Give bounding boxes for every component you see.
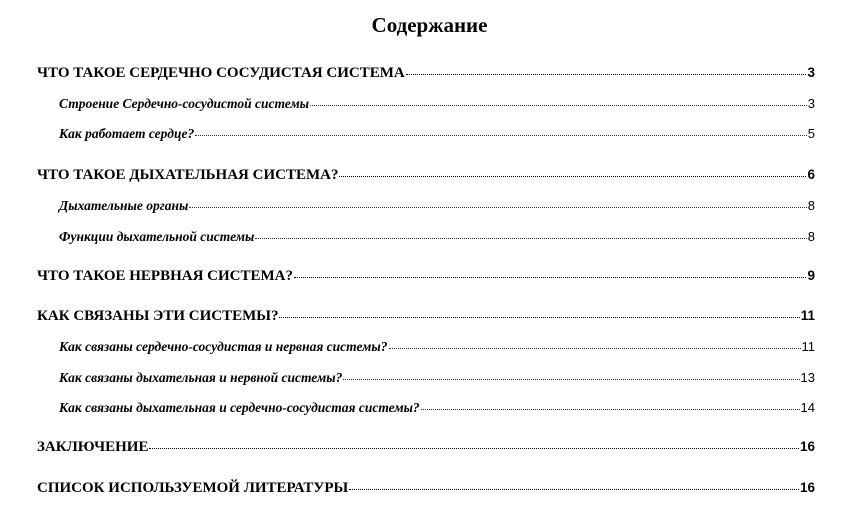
toc-leader-dots xyxy=(310,94,807,108)
toc-entry-label: КАК СВЯЗАНЫ ЭТИ СИСТЕМЫ? xyxy=(37,308,279,324)
toc-page-number: 9 xyxy=(807,268,815,283)
toc-entry-label: ЧТО ТАКОЕ СЕРДЕЧНО СОСУДИСТАЯ СИСТЕМА xyxy=(37,65,405,81)
toc-entry-label: ЧТО ТАКОЕ НЕРВНАЯ СИСТЕМА? xyxy=(37,268,294,284)
toc-entry-respiratory-system[interactable] xyxy=(37,165,815,184)
toc-entry-respiratory-nervous[interactable] xyxy=(59,368,815,387)
toc-page-number: 8 xyxy=(807,229,815,244)
toc-page-number: 11 xyxy=(800,308,815,323)
toc-entry-label: Как связаны дыхательная и нервной системы? xyxy=(59,370,343,385)
toc-entry-nervous-system[interactable] xyxy=(37,266,815,285)
toc-leader-dots xyxy=(189,196,806,210)
toc-entry-respiratory-functions[interactable] xyxy=(59,227,815,246)
toc-leader-dots xyxy=(421,398,800,412)
toc-entry-systems-connection[interactable] xyxy=(37,306,815,325)
toc-entry-label: Как работает сердце? xyxy=(59,126,195,141)
toc-entry-label: Строение Сердечно-сосудистой системы xyxy=(59,96,310,111)
toc-entry-cardiovascular-structure[interactable] xyxy=(59,94,815,113)
toc-leader-dots xyxy=(279,306,799,320)
toc-entry-label: Дыхательные органы xyxy=(59,198,189,213)
toc-entry-respiratory-organs[interactable] xyxy=(59,196,815,215)
toc-entry-label: ЗАКЛЮЧЕНИЕ xyxy=(37,439,149,455)
toc-leader-dots xyxy=(149,437,798,451)
toc-leader-dots xyxy=(339,165,806,179)
toc-page-number: 11 xyxy=(801,339,815,354)
toc-entry-respiratory-cardio[interactable] xyxy=(59,398,815,417)
toc-entry-references[interactable] xyxy=(37,478,815,497)
toc-leader-dots xyxy=(349,478,799,492)
toc-leader-dots xyxy=(406,63,807,77)
toc-page-number: 16 xyxy=(799,439,815,454)
toc-leader-dots xyxy=(294,266,806,280)
toc-leader-dots xyxy=(195,124,807,138)
toc-page-number: 14 xyxy=(800,400,815,415)
toc-entry-label: Как связаны дыхательная и сердечно-сосудистая системы? xyxy=(59,400,420,415)
toc-entry-label: ЧТО ТАКОЕ ДЫХАТЕЛЬНАЯ СИСТЕМА? xyxy=(37,167,339,183)
toc-page-number: 8 xyxy=(807,198,815,213)
toc-page-number: 3 xyxy=(807,96,815,111)
toc-leader-dots xyxy=(389,337,801,351)
toc-entry-how-heart-works[interactable] xyxy=(59,124,815,143)
toc-title: Содержание xyxy=(371,13,488,37)
toc-entry-cardio-nervous[interactable] xyxy=(59,337,815,356)
toc-page-number: 5 xyxy=(807,126,815,141)
toc-page-number: 3 xyxy=(807,65,815,80)
toc-entry-label: Функции дыхательной системы xyxy=(59,229,255,244)
toc-page-number: 16 xyxy=(799,480,815,495)
toc-leader-dots xyxy=(343,368,799,382)
toc-entry-conclusion[interactable] xyxy=(37,437,815,456)
toc-page-number: 13 xyxy=(800,370,815,385)
toc-entry-cardiovascular-system[interactable] xyxy=(37,63,815,82)
toc-leader-dots xyxy=(255,227,806,241)
toc-page-number: 6 xyxy=(807,167,815,182)
toc-entry-label: Как связаны сердечно-сосудистая и нервная системы? xyxy=(59,339,388,354)
toc-entry-label: СПИСОК ИСПОЛЬЗУЕМОЙ ЛИТЕРАТУРЫ xyxy=(37,480,349,496)
